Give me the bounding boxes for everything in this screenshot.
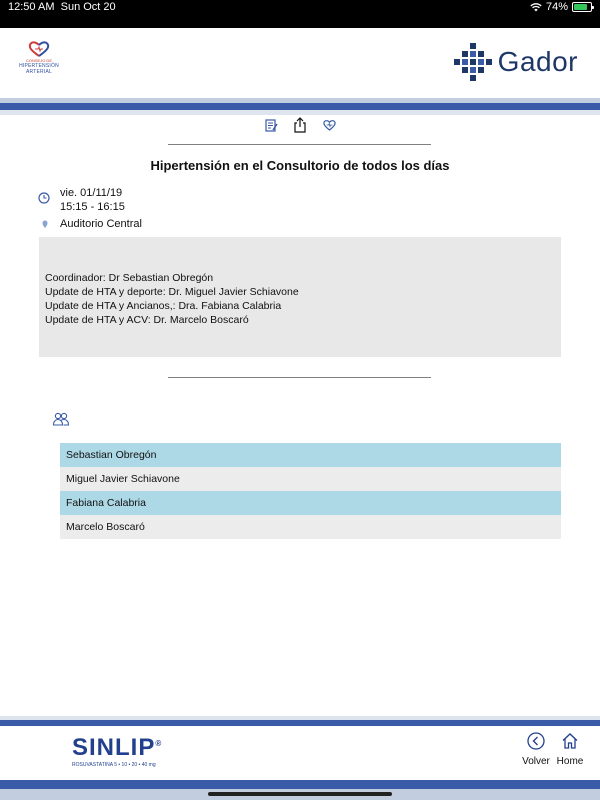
- location-pin-icon: [40, 219, 50, 229]
- sinlip-brand-text: SINLIP: [72, 734, 156, 761]
- logo-line-2: HIPERTENSIÓN: [19, 63, 59, 69]
- status-right: [530, 1, 592, 13]
- wifi-icon: [530, 3, 542, 12]
- share-icon: [293, 117, 307, 133]
- hypertension-council-logo: [18, 40, 60, 86]
- logo-line-1: CONSEJO DE: [25, 58, 52, 63]
- description-line: Update de HTA y deporte: Dr. Miguel Javier Schiavone: [45, 286, 299, 298]
- event-title: Hipertensión en el Consultorio de todos los días: [150, 158, 450, 173]
- heart-logo-icon: [28, 40, 50, 58]
- event-toolbar: [262, 116, 338, 134]
- footer-bands: [0, 716, 600, 728]
- status-bar: [0, 0, 600, 28]
- back-button[interactable]: [519, 732, 553, 767]
- divider-top: [168, 144, 431, 145]
- home-indicator[interactable]: [208, 792, 392, 796]
- event-location: Auditorio Central: [60, 218, 142, 230]
- speaker-row[interactable]: Fabiana Calabria: [60, 491, 561, 515]
- gador-cross-icon: [454, 43, 492, 81]
- notes-icon: [265, 119, 278, 132]
- notes-button[interactable]: [262, 116, 280, 134]
- chevron-left-circle-icon: [527, 732, 545, 750]
- home-label: Home: [556, 756, 584, 767]
- sinlip-subtitle: ROSUVASTATINA 5 • 10 • 20 • 40 mg: [72, 762, 156, 768]
- back-label: Volver: [522, 756, 550, 767]
- event-location-row: [38, 217, 142, 233]
- battery-icon: [572, 2, 592, 12]
- status-time: 12:50 AM: [8, 1, 55, 13]
- share-button[interactable]: [291, 116, 309, 134]
- description-line: Coordinador: Dr Sebastian Obregón: [45, 272, 214, 284]
- event-description: [39, 237, 561, 357]
- event-time: 15:15 - 16:15: [60, 201, 125, 213]
- header-bands: [0, 98, 600, 115]
- sinlip-logo: [72, 730, 162, 769]
- description-line: Update de HTA y ACV: Dr. Marcelo Boscaró: [45, 314, 249, 326]
- app-footer: [0, 728, 600, 780]
- event-datetime: [38, 186, 125, 214]
- event-date: vie. 01/11/19: [60, 187, 123, 199]
- speaker-row[interactable]: Marcelo Boscaró: [60, 515, 561, 539]
- bottom-bands: [0, 780, 600, 800]
- home-icon: [561, 732, 579, 750]
- status-time-date: [8, 1, 116, 13]
- status-date: Sun Oct 20: [60, 1, 116, 13]
- favorite-button[interactable]: [320, 116, 338, 134]
- favorite-heart-icon: [323, 119, 336, 131]
- sinlip-registered-mark: ®: [155, 739, 163, 748]
- description-line: Update de HTA y Ancianos,: Dra. Fabiana Calabria: [45, 300, 282, 312]
- divider-middle: [168, 377, 431, 378]
- home-button[interactable]: [553, 732, 587, 767]
- logo-line-3: ARTERIAL: [26, 69, 52, 75]
- gador-logo: [454, 42, 578, 82]
- app-header: [0, 28, 600, 98]
- speaker-row[interactable]: Sebastian Obregón: [60, 443, 561, 467]
- battery-percent: 74%: [545, 1, 568, 13]
- clock-icon: [38, 192, 50, 204]
- speaker-row[interactable]: Miguel Javier Schiavone: [60, 467, 561, 491]
- speakers-list: [60, 443, 561, 539]
- speakers-group-icon: [52, 410, 70, 428]
- gador-brand-text: Gador: [497, 46, 578, 77]
